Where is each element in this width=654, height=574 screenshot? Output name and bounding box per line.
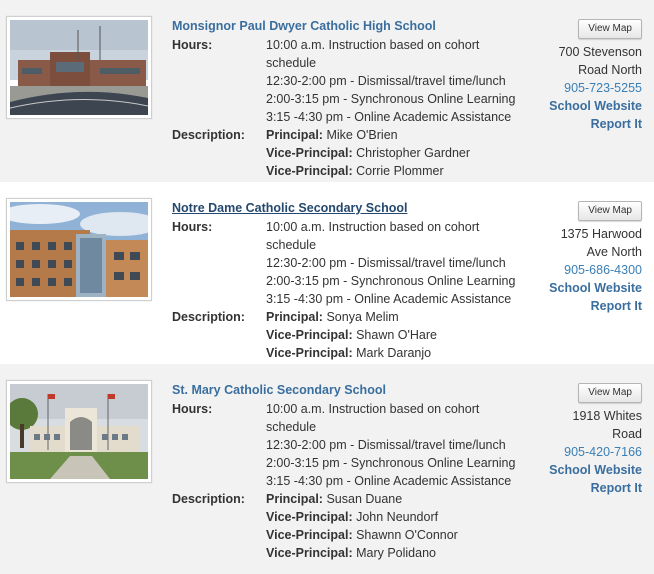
hours-line: 12:30-2:00 pm - Dismissal/travel time/lunch xyxy=(266,74,506,88)
address-line: 1375 Harwood xyxy=(560,227,642,241)
school-website-link[interactable]: School Website xyxy=(549,99,642,113)
address-line: Road xyxy=(612,427,642,441)
description-label: Description: xyxy=(172,310,245,324)
address-line: 700 Stevenson xyxy=(558,45,642,59)
staff-role: Vice-Principal: xyxy=(266,546,353,560)
staff-name: Shawn O'Hare xyxy=(356,328,437,342)
school-name-link[interactable]: St. Mary Catholic Secondary School xyxy=(172,383,386,397)
report-it-link[interactable]: Report It xyxy=(590,299,642,313)
staff-role: Vice-Principal: xyxy=(266,164,353,178)
hours-line: 10:00 a.m. Instruction based on cohort schedule xyxy=(266,220,480,252)
phone-link[interactable]: 905-420-7166 xyxy=(564,445,642,459)
school-name-link[interactable]: Monsignor Paul Dwyer Catholic High School xyxy=(172,19,436,33)
address-line: Road North xyxy=(578,63,642,77)
hours-line: 3:15 -4:30 pm - Online Academic Assistance xyxy=(266,292,512,306)
hours-row xyxy=(172,400,532,490)
school-photo[interactable] xyxy=(6,16,152,119)
staff-role: Vice-Principal: xyxy=(266,346,353,360)
school-building-image xyxy=(10,20,148,115)
school-photo[interactable] xyxy=(6,380,152,483)
hours-line: 10:00 a.m. Instruction based on cohort schedule xyxy=(266,402,480,434)
description-row xyxy=(172,490,532,562)
school-listing xyxy=(0,182,654,364)
hours-line: 3:15 -4:30 pm - Online Academic Assistance xyxy=(266,474,512,488)
hours-row xyxy=(172,218,532,308)
staff-role: Vice-Principal: xyxy=(266,146,353,160)
staff-line xyxy=(266,490,532,508)
school-photo[interactable] xyxy=(6,198,152,301)
staff-line xyxy=(266,144,532,162)
staff-line xyxy=(266,508,532,526)
staff-name: Susan Duane xyxy=(326,492,403,506)
hours-label: Hours: xyxy=(172,402,213,416)
school-name-link[interactable]: Notre Dame Catholic Secondary School xyxy=(172,201,408,215)
staff-line xyxy=(266,344,532,362)
contact-panel xyxy=(502,200,642,315)
description-label: Description: xyxy=(172,492,245,506)
staff-line xyxy=(266,126,532,144)
phone-link[interactable]: 905-723-5255 xyxy=(564,81,642,95)
contact-panel xyxy=(502,382,642,497)
school-building-image xyxy=(10,384,148,479)
hours-line: 2:00-3:15 pm - Synchronous Online Learning xyxy=(266,274,516,288)
staff-line xyxy=(266,308,532,326)
school-building-image xyxy=(10,202,148,297)
hours-row xyxy=(172,36,532,126)
view-map-button[interactable]: View Map xyxy=(578,383,642,403)
hours-line: 2:00-3:15 pm - Synchronous Online Learning xyxy=(266,92,516,106)
school-website-link[interactable]: School Website xyxy=(549,281,642,295)
hours-label: Hours: xyxy=(172,220,213,234)
hours-line: 10:00 a.m. Instruction based on cohort schedule xyxy=(266,38,480,70)
staff-name: Christopher Gardner xyxy=(356,146,471,160)
address-line: 1918 Whites xyxy=(572,409,642,423)
school-website-link[interactable]: School Website xyxy=(549,463,642,477)
staff-name: Mary Polidano xyxy=(356,546,436,560)
staff-name: Mark Daranjo xyxy=(356,346,432,360)
description-row xyxy=(172,308,532,362)
staff-line xyxy=(266,162,532,180)
staff-line xyxy=(266,544,532,562)
hours-line: 3:15 -4:30 pm - Online Academic Assistance xyxy=(266,110,512,124)
staff-name: Sonya Melim xyxy=(326,310,399,324)
hours-line: 2:00-3:15 pm - Synchronous Online Learning xyxy=(266,456,516,470)
hours-line: 12:30-2:00 pm - Dismissal/travel time/lunch xyxy=(266,438,506,452)
hours-line: 12:30-2:00 pm - Dismissal/travel time/lunch xyxy=(266,256,506,270)
staff-name: Shawnn O'Connor xyxy=(356,528,458,542)
staff-name: Corrie Plommer xyxy=(356,164,444,178)
view-map-button[interactable]: View Map xyxy=(578,19,642,39)
staff-role: Principal: xyxy=(266,310,323,324)
staff-line xyxy=(266,526,532,544)
view-map-button[interactable]: View Map xyxy=(578,201,642,221)
description-row xyxy=(172,126,532,180)
hours-label: Hours: xyxy=(172,38,213,52)
school-listing xyxy=(0,0,654,182)
description-label: Description: xyxy=(172,128,245,142)
staff-name: John Neundorf xyxy=(356,510,439,524)
staff-role: Vice-Principal: xyxy=(266,510,353,524)
report-it-link[interactable]: Report It xyxy=(590,117,642,131)
report-it-link[interactable]: Report It xyxy=(590,481,642,495)
address-line: Ave North xyxy=(586,245,642,259)
staff-role: Principal: xyxy=(266,492,323,506)
school-listing xyxy=(0,364,654,574)
contact-panel xyxy=(502,18,642,133)
staff-role: Principal: xyxy=(266,128,323,142)
staff-line xyxy=(266,326,532,344)
staff-name: Mike O'Brien xyxy=(326,128,398,142)
phone-link[interactable]: 905-686-4300 xyxy=(564,263,642,277)
staff-role: Vice-Principal: xyxy=(266,528,353,542)
staff-role: Vice-Principal: xyxy=(266,328,353,342)
